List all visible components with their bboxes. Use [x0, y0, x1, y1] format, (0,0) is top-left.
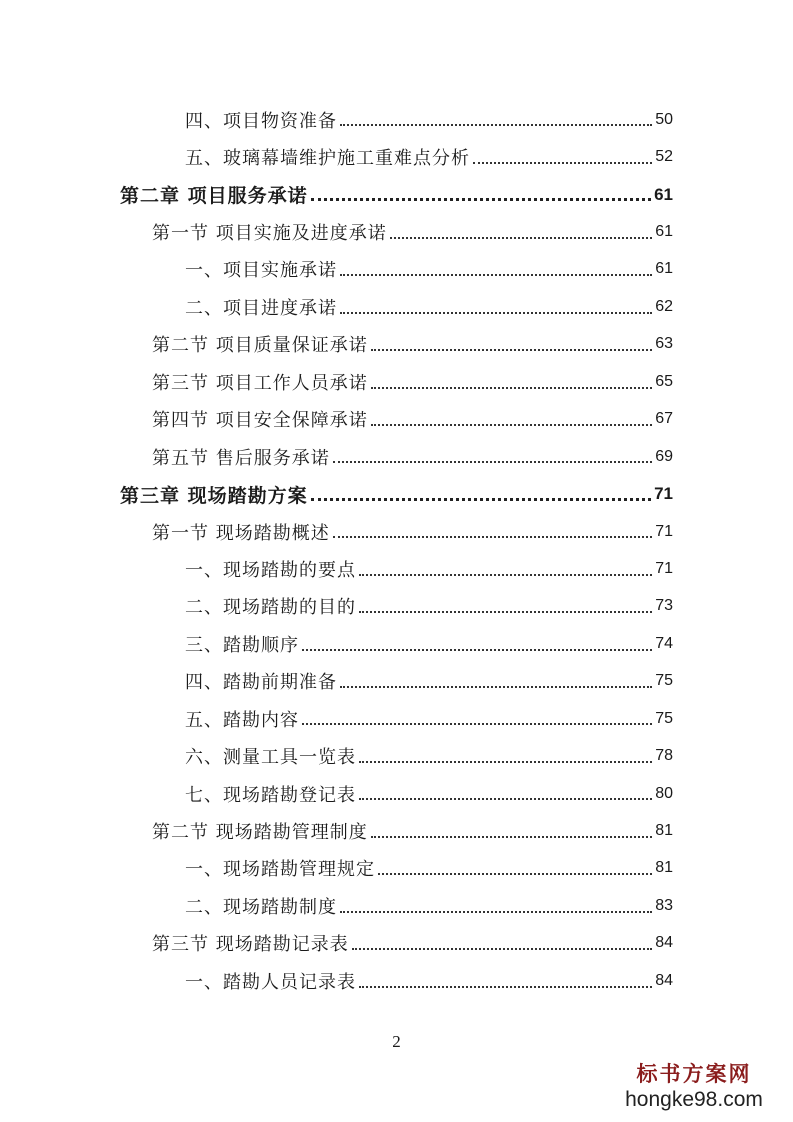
toc-entry-title: 一、项目实施承诺	[185, 260, 337, 282]
toc-entry-title: 第三节 项目工作人员承诺	[152, 372, 368, 394]
toc-entry-title: 四、踏勘前期准备	[185, 672, 337, 694]
toc-section-entry[interactable]	[0, 812, 793, 849]
toc-entry-page: 61	[655, 260, 673, 278]
toc-entry-page: 61	[654, 184, 673, 204]
toc-entry-page: 80	[655, 784, 673, 802]
toc-section-entry[interactable]	[0, 326, 793, 363]
toc-section-entry[interactable]	[0, 438, 793, 475]
dot-leader	[340, 911, 652, 913]
toc-entry-title: 第二节 现场踏勘管理制度	[152, 822, 368, 844]
dot-leader	[359, 761, 652, 763]
dot-leader	[371, 349, 652, 351]
toc-subsection-entry[interactable]	[0, 850, 793, 887]
toc-entry-page: 83	[655, 896, 673, 914]
toc-entry-title: 第三章 现场踏勘方案	[120, 484, 308, 507]
toc-entry-page: 50	[655, 110, 673, 128]
toc-subsection-entry[interactable]	[0, 588, 793, 625]
dot-leader	[390, 237, 652, 239]
dot-leader	[371, 387, 652, 389]
toc-entry-title: 第一节 项目实施及进度承诺	[152, 223, 387, 245]
dot-leader	[340, 312, 652, 314]
toc-entry-title: 一、现场踏勘管理规定	[185, 859, 375, 881]
toc-entry-title: 六、测量工具一览表	[185, 747, 356, 769]
dot-leader	[333, 461, 652, 463]
toc-subsection-entry[interactable]	[0, 251, 793, 288]
toc-entry-page: 63	[655, 335, 673, 353]
dot-leader	[340, 686, 652, 688]
toc-subsection-entry[interactable]	[0, 737, 793, 774]
toc-entry-page: 74	[655, 634, 673, 652]
dot-leader	[311, 198, 651, 201]
toc-entry-title: 第四节 项目安全保障承诺	[152, 410, 368, 432]
watermark-url: hongke98.com	[625, 1088, 763, 1111]
toc-entry-title: 第二节 项目质量保证承诺	[152, 335, 368, 357]
dot-leader	[333, 536, 652, 538]
watermark-site-name: 标书方案网	[636, 1061, 752, 1086]
toc-section-entry[interactable]	[0, 925, 793, 962]
toc-entry-title: 三、踏勘顺序	[185, 634, 299, 656]
toc-entry-title: 第三节 现场踏勘记录表	[152, 934, 349, 956]
toc-entry-title: 第一节 现场踏勘概述	[152, 522, 330, 544]
toc-entry-page: 71	[655, 522, 673, 540]
toc-entry-page: 61	[655, 223, 673, 241]
toc-entry-title: 五、玻璃幕墙维护施工重难点分析	[185, 148, 470, 170]
toc-section-entry[interactable]	[0, 363, 793, 400]
toc-subsection-entry[interactable]	[0, 138, 793, 175]
dot-leader	[352, 948, 652, 950]
toc-subsection-entry[interactable]	[0, 625, 793, 662]
dot-leader	[302, 649, 652, 651]
toc-entry-page: 84	[655, 971, 673, 989]
toc-entry-title: 二、现场踏勘制度	[185, 896, 337, 918]
watermark	[609, 1058, 779, 1112]
toc-entry-title: 五、踏勘内容	[185, 709, 299, 731]
dot-leader	[371, 836, 652, 838]
toc-entry-title: 二、现场踏勘的目的	[185, 597, 356, 619]
toc-entry-title: 第五节 售后服务承诺	[152, 447, 330, 469]
dot-leader	[371, 424, 652, 426]
dot-leader	[359, 611, 652, 613]
toc-subsection-entry[interactable]	[0, 962, 793, 999]
toc-section-entry[interactable]	[0, 513, 793, 550]
toc-entry-title: 七、现场踏勘登记表	[185, 784, 356, 806]
toc-entry-page: 62	[655, 297, 673, 315]
toc-entry-page: 67	[655, 410, 673, 428]
toc-subsection-entry[interactable]	[0, 700, 793, 737]
toc-entry-page: 81	[655, 859, 673, 877]
toc-subsection-entry[interactable]	[0, 550, 793, 587]
dot-leader	[340, 124, 652, 126]
dot-leader	[378, 873, 652, 875]
dot-leader	[359, 986, 652, 988]
toc-entry-page: 84	[655, 934, 673, 952]
toc-entry-page: 52	[655, 148, 673, 166]
toc-entry-page: 65	[655, 372, 673, 390]
toc-chapter-entry[interactable]	[0, 176, 793, 213]
toc-entry-page: 75	[655, 709, 673, 727]
toc-subsection-entry[interactable]	[0, 101, 793, 138]
toc-entry-page: 73	[655, 597, 673, 615]
dot-leader	[302, 723, 652, 725]
dot-leader	[359, 574, 652, 576]
dot-leader	[340, 274, 652, 276]
dot-leader	[359, 798, 652, 800]
toc-subsection-entry[interactable]	[0, 663, 793, 700]
toc-section-entry[interactable]	[0, 401, 793, 438]
toc-entry-page: 71	[654, 484, 673, 504]
toc-entry-title: 四、项目物资准备	[185, 110, 337, 132]
toc-entry-page: 81	[655, 822, 673, 840]
dot-leader	[473, 162, 652, 164]
toc-entry-title: 第二章 项目服务承诺	[120, 185, 308, 208]
page-number: 2	[392, 1032, 401, 1051]
toc-section-entry[interactable]	[0, 213, 793, 250]
dot-leader	[311, 498, 651, 501]
toc-entry-page: 69	[655, 447, 673, 465]
toc-entry-page: 75	[655, 672, 673, 690]
toc-subsection-entry[interactable]	[0, 775, 793, 812]
toc-subsection-entry[interactable]	[0, 887, 793, 924]
toc-entry-page: 71	[655, 559, 673, 577]
toc-subsection-entry[interactable]	[0, 288, 793, 325]
toc-chapter-entry[interactable]	[0, 475, 793, 512]
toc-entry-title: 一、现场踏勘的要点	[185, 559, 356, 581]
table-of-contents	[0, 101, 793, 1000]
toc-entry-page: 78	[655, 747, 673, 765]
toc-entry-title: 一、踏勘人员记录表	[185, 971, 356, 993]
toc-entry-title: 二、项目进度承诺	[185, 297, 337, 319]
